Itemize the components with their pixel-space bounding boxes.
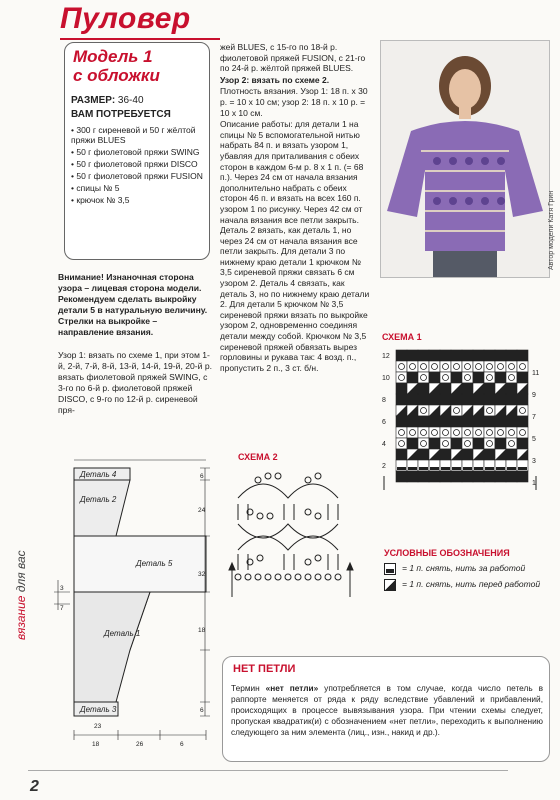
scheme1-cell: [418, 350, 429, 361]
scheme1-cell: [429, 394, 440, 405]
scheme1-cell: [473, 471, 484, 482]
scheme1-cell: [429, 427, 440, 438]
scheme1-row-label: 7: [532, 414, 536, 421]
instructions-p2: Узор 2: вязать по схеме 2.: [220, 74, 330, 85]
scheme1-cell: [440, 416, 451, 427]
dim-label: 6: [180, 741, 184, 748]
scheme1-row-label: 5: [532, 436, 536, 443]
magazine-name-prefix: вязание: [14, 595, 28, 640]
dim-label: 23: [94, 723, 102, 730]
dim-label: 7: [60, 605, 64, 612]
instructions-p1: жей BLUES, с 15-го по 18-й р. фиолетовой пряжей FUSION, с 21-го по 24-й р. жёлтой пряжей BLUES.: [220, 42, 366, 74]
scheme1-cell: [517, 405, 528, 416]
no-stitch-term: «нет петли»: [265, 683, 319, 693]
scheme1-cell: [506, 350, 517, 361]
scheme1-cell: [462, 350, 473, 361]
scheme1-cell: [506, 449, 517, 460]
dim-label: 18: [92, 741, 100, 748]
attention-note: Внимание! Изнаночная сторона узора – лицевая сторона модели. Рекомендуем сделать выкройку детали 5 в натуральную величину. Стрелки на выкройке – направление вязания.: [58, 272, 208, 337]
scheme1-cell: [517, 372, 528, 383]
instructions-p3: Плотность вязания. Узор 1: 18 п. x 30 р. = 10 x 10 см; узор 2: 18 п. x 10 р. = 10 x 10 см.: [220, 86, 368, 118]
dim-label: 6: [200, 707, 204, 714]
scheme1-cell: [484, 427, 495, 438]
scheme1-cell-mark: [408, 467, 417, 470]
no-stitch-text-before: Термин: [231, 683, 266, 693]
scheme1-row-label: 4: [382, 441, 386, 448]
materials-heading: ВАМ ПОТРЕБУЕТСЯ: [71, 109, 171, 120]
scheme1-cell: [418, 416, 429, 427]
materials-item: • крючок № 3,5: [71, 195, 205, 205]
size-label: РАЗМЕР:: [71, 95, 116, 106]
scheme1-row-label: 3: [532, 458, 536, 465]
scheme1-cell: [440, 438, 451, 449]
scheme1-cell: [473, 350, 484, 361]
size-value: 36-40: [115, 95, 144, 106]
detail-label: Деталь 1: [104, 629, 141, 638]
scheme1-cell: [440, 383, 451, 394]
scheme1-row-label: 8: [382, 397, 386, 404]
scheme1-cell: [440, 394, 451, 405]
scheme1-cell: [429, 416, 440, 427]
scheme1-cell: [473, 361, 484, 372]
scheme1-title: СХЕМА 1: [382, 332, 422, 342]
scheme1-cell: [429, 372, 440, 383]
scheme1-cell: [451, 416, 462, 427]
materials-item: • 300 г сиреневой и 50 г жёлтой пряжи BLUES: [71, 125, 205, 145]
scheme1-cell: [495, 394, 506, 405]
scheme1-cell: [396, 427, 407, 438]
scheme1-cell-mark: [496, 467, 505, 470]
scheme1-cell: [484, 449, 495, 460]
scheme1-cell-mark: [463, 467, 472, 470]
pattern-diagram: [50, 440, 220, 770]
no-stitch-title: НЕТ ПЕТЛИ: [233, 663, 296, 675]
scheme1-cell-mark: [518, 467, 527, 470]
scheme1-cell: [462, 438, 473, 449]
scheme1-cell: [418, 361, 429, 372]
page-sidebar: [0, 0, 40, 800]
scheme1-cell: [396, 350, 407, 361]
scheme1-cell: [440, 427, 451, 438]
no-stitch-text: [231, 683, 543, 738]
scheme1-cell-mark: [485, 467, 494, 470]
scheme1-cell: [418, 438, 429, 449]
scheme1-cell: [473, 416, 484, 427]
scheme1-cell: [484, 471, 495, 482]
scheme1-cell: [407, 471, 418, 482]
scheme1-cell: [462, 361, 473, 372]
scheme2-title: СХЕМА 2: [238, 452, 278, 462]
materials-list: [71, 125, 205, 207]
scheme1-cell: [418, 372, 429, 383]
scheme1-cell: [495, 416, 506, 427]
scheme1-cell-mark: [430, 467, 439, 470]
scheme1-row-label: 1: [532, 480, 536, 487]
scheme1-row-label: 11: [532, 370, 540, 377]
materials-item: • 50 г фиолетовой пряжи DISCO: [71, 159, 205, 169]
scheme1-row-label: 6: [382, 419, 386, 426]
scheme1-cell: [506, 438, 517, 449]
scheme1-cell: [451, 471, 462, 482]
dim-label: 32: [198, 571, 206, 578]
scheme1-cell: [517, 361, 528, 372]
scheme1-cell: [440, 372, 451, 383]
scheme1-cell: [440, 449, 451, 460]
scheme1-cell: [462, 471, 473, 482]
legend-item: [384, 563, 540, 575]
scheme1-cell-mark: [452, 467, 461, 470]
scheme1-cell: [484, 405, 495, 416]
scheme1-cell: [462, 394, 473, 405]
scheme1-cell: [396, 383, 407, 394]
detail-label: Деталь 3: [80, 705, 117, 714]
model-title-line1: Модель 1: [73, 47, 153, 66]
scheme1-cell: [396, 471, 407, 482]
scheme1-cell: [396, 416, 407, 427]
scheme1-cell: [506, 471, 517, 482]
scheme1-cell: [407, 350, 418, 361]
scheme1-cell: [451, 438, 462, 449]
scheme1-cell: [484, 372, 495, 383]
magazine-name-suffix: для вас: [14, 550, 28, 596]
scheme1-cell: [484, 350, 495, 361]
magazine-name: [14, 550, 28, 640]
scheme1-row-label: 2: [382, 463, 386, 470]
instructions-column: [220, 42, 372, 374]
scheme1-cell: [440, 471, 451, 482]
scheme1-cell: [517, 427, 528, 438]
page-number: 2: [30, 778, 39, 795]
legend-title: УСЛОВНЫЕ ОБОЗНАЧЕНИЯ: [384, 548, 510, 558]
scheme1-cell: [495, 427, 506, 438]
scheme1-cell: [517, 350, 528, 361]
scheme1-cell-mark: [474, 467, 483, 470]
model-title-line2: с обложки: [73, 66, 160, 85]
model-title: [73, 47, 160, 85]
scheme2-chain-row: [235, 574, 341, 580]
scheme1-cell: [495, 438, 506, 449]
scheme1-cell: [407, 416, 418, 427]
scheme1-cell: [484, 394, 495, 405]
scheme1-cell: [506, 383, 517, 394]
scheme1-cell: [418, 405, 429, 416]
scheme1-cell: [429, 438, 440, 449]
materials-item: • спицы № 5: [71, 183, 205, 193]
legend-item: [384, 579, 540, 591]
scheme2-chart: [228, 462, 358, 612]
scheme1-cell: [484, 416, 495, 427]
scheme1-row-label: 10: [382, 375, 390, 382]
scheme1-cell: [440, 350, 451, 361]
scheme1-cell: [407, 427, 418, 438]
scheme1-cell: [451, 405, 462, 416]
scheme1-cell: [495, 350, 506, 361]
footer-rule: [28, 770, 508, 771]
scheme1-cell: [517, 471, 528, 482]
scheme1-cell: [451, 372, 462, 383]
scheme1-cell: [440, 361, 451, 372]
scheme1-cell: [506, 394, 517, 405]
scheme1-cell: [462, 372, 473, 383]
scheme1-cell: [407, 438, 418, 449]
scheme1-cell: [462, 383, 473, 394]
slip-front-icon: [384, 579, 396, 591]
dim-label: 26: [136, 741, 144, 748]
scheme1-cell: [429, 471, 440, 482]
scheme1-cell: [396, 449, 407, 460]
scheme1-cell: [495, 372, 506, 383]
title-underline: [60, 38, 220, 40]
scheme1-cell: [517, 394, 528, 405]
scheme1-cell: [451, 427, 462, 438]
legend-text: = 1 п. снять, нить за работой: [402, 563, 526, 573]
scheme1-cell: [517, 416, 528, 427]
scheme1-cell-mark: [419, 467, 428, 470]
no-stitch-text-after: употребляется в том случае, когда число петель в раппорте меняется от ряда к ряду вследствие убавлений и прибавлений, происходящих в процессе вывязывания узора. При чтении схемы следует, пропуская квадратик(и) с обозначением «нет петли», переходить к выполнению следующего за ним элемента (лиц., изн., накид и др.).: [231, 683, 543, 737]
scheme1-cell: [506, 372, 517, 383]
detail-1-shape: [74, 592, 150, 702]
scheme1-cell: [418, 383, 429, 394]
scheme1-cell: [473, 438, 484, 449]
scheme1-cell: [506, 427, 517, 438]
scheme1-cell: [418, 471, 429, 482]
scheme1-cell: [462, 416, 473, 427]
scheme1-cell: [495, 471, 506, 482]
scheme1-cell: [451, 350, 462, 361]
scheme1-cell: [484, 438, 495, 449]
scheme1-cell: [473, 427, 484, 438]
scheme1-cell: [506, 416, 517, 427]
detail-label: Деталь 2: [80, 495, 117, 504]
model-info-box: [64, 42, 210, 260]
scheme1-cell-mark: [397, 467, 406, 470]
page-title: Пуловер: [60, 2, 191, 35]
detail-label: Деталь 5: [136, 559, 173, 568]
detail-2-shape: [74, 480, 130, 536]
scheme1-cell: [407, 394, 418, 405]
scheme1-cell: [429, 350, 440, 361]
scheme1-cell: [506, 361, 517, 372]
detail-label: Деталь 4: [80, 470, 117, 479]
materials-item: • 50 г фиолетовой пряжи FUSION: [71, 171, 205, 181]
scheme1-cell: [418, 427, 429, 438]
model-photo: [380, 40, 550, 278]
scheme1-row-label: 12: [382, 353, 390, 360]
legend-text: = 1 п. снять, нить перед работой: [402, 579, 541, 589]
scheme1-cell: [451, 394, 462, 405]
dim-label: 18: [198, 627, 206, 634]
scheme1-cell: [462, 449, 473, 460]
pattern1-text: Узор 1: вязать по схеме 1, при этом 1-й, 2-й, 7-й, 8-й, 13-й, 14-й, 19-й, 20-й р. вязать фиолетовой пряжей SWING, с 3-го по 6-й р. фиолетовой пряжей DISCO, с 9-го по 12-й р. сиреневой пря-: [58, 350, 212, 415]
scheme1-cell-mark: [507, 467, 516, 470]
scheme1-cell: [473, 372, 484, 383]
scheme1-cell: [495, 361, 506, 372]
photo-credit: Автор модели Катя Грин: [548, 190, 555, 270]
scheme1-chart: [374, 342, 540, 502]
scheme1-cell: [451, 361, 462, 372]
scheme1-cell: [429, 361, 440, 372]
scheme1-cell: [484, 361, 495, 372]
scheme1-cell: [407, 372, 418, 383]
scheme1-cell: [473, 394, 484, 405]
legend: [384, 563, 540, 595]
scheme1-cell: [462, 427, 473, 438]
scheme1-cell: [418, 394, 429, 405]
scheme1-cell: [396, 361, 407, 372]
scheme1-cell: [484, 383, 495, 394]
dim-label: 24: [198, 507, 206, 514]
no-stitch-note: [222, 656, 550, 762]
dim-label: 3: [60, 585, 64, 592]
materials-item: • 50 г фиолетовой пряжи SWING: [71, 147, 205, 157]
slip-back-icon: [384, 563, 396, 575]
scheme1-row-label: 9: [532, 392, 536, 399]
dim-label: 6: [200, 473, 204, 480]
size-line: [71, 95, 144, 106]
scheme1-cell: [396, 372, 407, 383]
scheme1-cell: [517, 438, 528, 449]
scheme1-cell: [396, 438, 407, 449]
model-photo-illustration: [381, 41, 549, 277]
instructions-p4: Описание работы: для детали 1 на спицы № 5 вспомогательной нитью набрать 84 п. и вязать узором 1, убавляя для приталивания с обеих сторон в каждом 6-м р. 8 x 1 п. (= 68 п.). Через 24 см от начала вязания дополнительно набрать с обеих сторон 46 п. и вязать на всех 160 п. узором 1 по рисунку. Через 42 см от начала вязания все петли закрыть. Деталь 2 вязать, как деталь 1, но через 24 см от начала вязания все петли закрыть. Для детали 3 по нижнему краю детали 1 крючком № 3,5 сиреневой пряжи связать 6 см узором 2. Деталь 4 связать, как деталь 3, но по нижнему краю детали 2. Для детали 5 крючком № 3,5 сиреневой пряжи вязать по выкройке узором 2, одновременно соединяя детали между собой. Крючком № 3,5 сиреневой пряжей обвязать вырез горловины и рукава так: 4 возд. п., пропустить 2 п., 3 ст. б/н.: [220, 119, 370, 373]
scheme1-cell: [407, 361, 418, 372]
scheme1-cell-mark: [441, 467, 450, 470]
scheme1-cell: [396, 394, 407, 405]
scheme1-cell: [418, 449, 429, 460]
